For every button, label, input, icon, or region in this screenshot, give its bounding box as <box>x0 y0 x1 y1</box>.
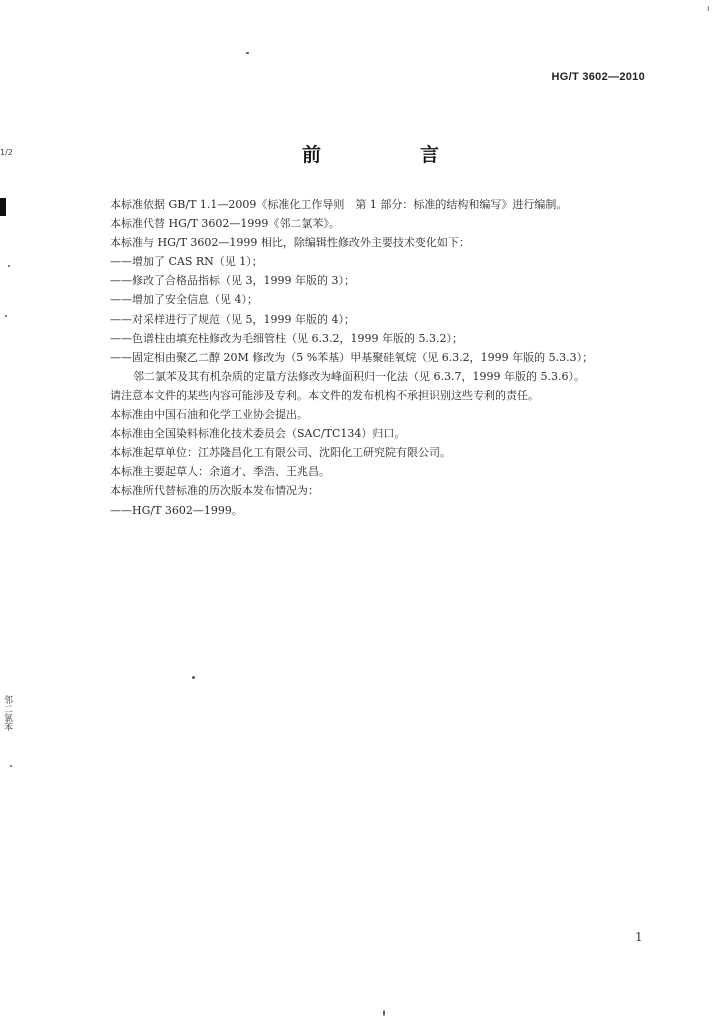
binding-mark <box>0 198 6 216</box>
text-line: 本标准主要起草人：余道才、季浩、王兆昌。 <box>110 465 330 479</box>
text-line: 本标准依据 GB/T 1.1—2009《标准化工作导则 第 1 部分：标准的结构和编写》进行编制。 <box>110 198 568 211</box>
list-item: ——HG/T 3602—1999。 <box>110 503 243 517</box>
text-line: 本标准代替 HG/T 3602—1999《邻二氯苯》。 <box>110 217 340 231</box>
corner-mark: ı <box>707 4 710 14</box>
page-title: 前 言 <box>301 144 479 166</box>
scan-speck <box>383 1010 385 1016</box>
foreword-body <box>110 195 670 520</box>
scan-speck <box>5 315 7 317</box>
text-line: 请注意本文件的某些内容可能涉及专利。本文件的发布机构不承担识别这些专利的责任。 <box>110 388 539 402</box>
text-line: 本标准由中国石油和化学工业协会提出。 <box>110 408 308 422</box>
list-item: ——增加了安全信息（见 4）； <box>110 293 258 307</box>
page-number: 1 <box>635 930 643 944</box>
side-label: 邻二氯苯 <box>2 695 12 731</box>
text-line: 本标准由全国染料标准化技术委员会（SAC/TC134）归口。 <box>110 427 406 441</box>
margin-fraction: 1/2 <box>0 148 13 157</box>
scan-speck <box>8 265 10 267</box>
list-item-continuation: 邻二氯苯及其有机杂质的定量方法修改为峰面积归一化法（见 6.3.7，1999 年版的 5.3.6）。 <box>133 369 585 383</box>
scan-speck <box>10 765 12 767</box>
list-item: ——对采样进行了规范（见 5，1999 年版的 4）； <box>110 312 355 326</box>
list-item: ——增加了 CAS RN（见 1）； <box>110 255 263 269</box>
scan-speck <box>246 52 249 54</box>
text-line: 本标准与 HG/T 3602—1999 相比，除编辑性修改外主要技术变化如下： <box>110 236 470 250</box>
list-item: ——色谱柱由填充柱修改为毛细管柱（见 6.3.2，1999 年版的 5.3.2）； <box>110 331 463 345</box>
text-line: 本标准所代替标准的历次版本发布情况为： <box>110 484 319 498</box>
text-line: 本标准起草单位：江苏隆昌化工有限公司、沈阳化工研究院有限公司。 <box>110 446 451 460</box>
standard-code: HG/T 3602—2010 <box>551 71 645 83</box>
list-item: ——固定相由聚乙二醇 20M 修改为（5 %苯基）甲基聚硅氧烷（见 6.3.2，1999 年版的 5.3.3）； <box>110 350 594 364</box>
list-item: ——修改了合格品指标（见 3，1999 年版的 3）； <box>110 274 355 288</box>
scan-speck <box>192 676 195 679</box>
